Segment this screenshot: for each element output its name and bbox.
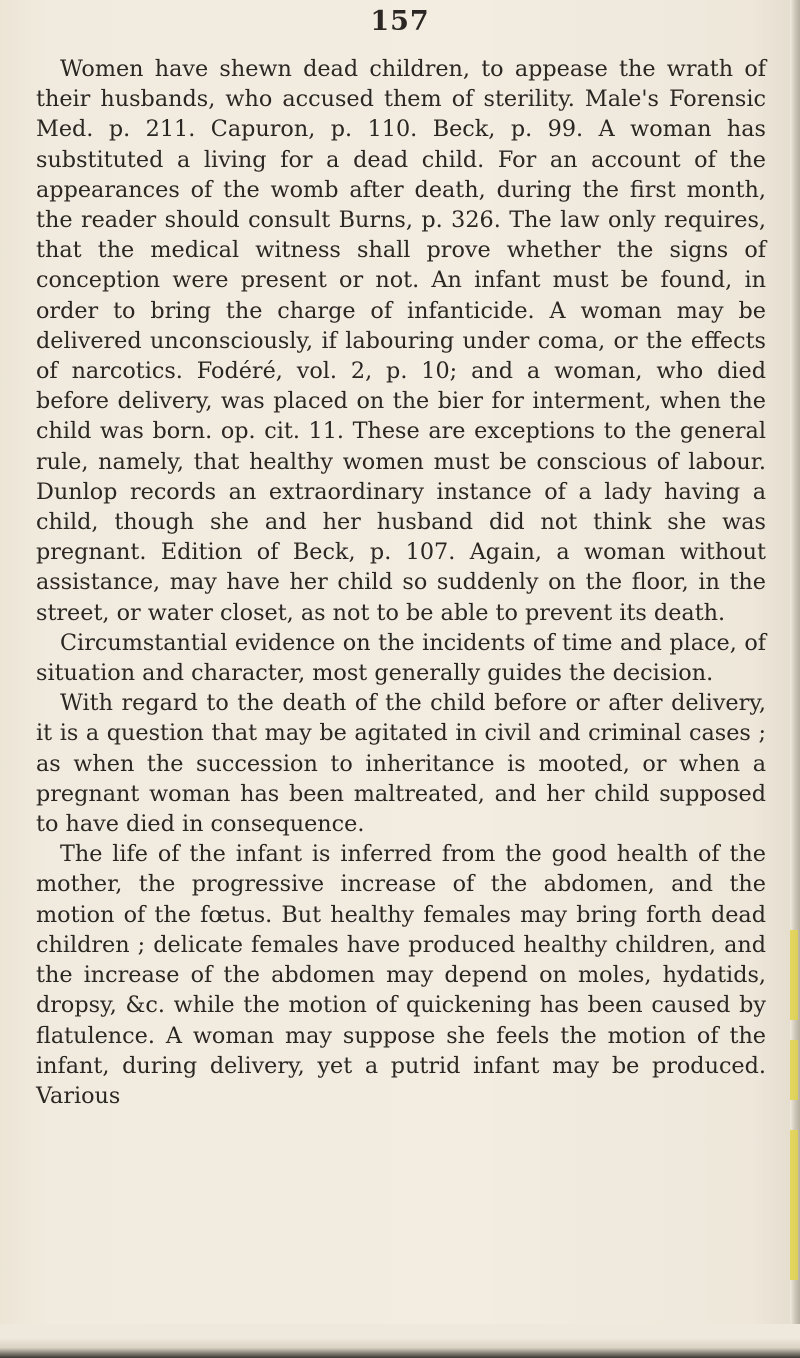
paragraph-3: With regard to the death of the child before or after delivery, it is a question that may be agitated in civil and criminal cases ; as when the succession to inheritance is mooted, or when a pregnant woman has been maltreated, and her child supposed to have died in consequence. xyxy=(36,690,766,838)
edge-highlight xyxy=(790,930,798,1020)
page-number: 157 xyxy=(370,6,430,37)
paragraph-4: The life of the infant is inferred from the good health of the mother, the progressive increase of the abdomen, and the motion of the fœtus. But healthy females may bring forth dead children ; delicate females have produced healthy children, and the increase of the abdomen may depend on moles, hydatids, dropsy, &c. while the motion of quickening has been caused by flatulence. A woman may suppose she feels the motion of the infant, during delivery, yet a putrid infant may be produced. Various xyxy=(36,841,766,1109)
body-text xyxy=(36,54,766,1111)
edge-highlight xyxy=(790,1040,798,1100)
paragraph-1: Women have shewn dead children, to appease the wrath of their husbands, who accused them of sterility. Male's Forensic Med. p. 211. Capuron, p. 110. Beck, p. 99. A woman has substituted a living for a dead child. For an account of the appearances of the womb after death, during the first month, the reader should consult Burns, p. 326. The law only requires, that the medical witness shall prove whether the signs of conception were present or not. An infant must be found, in order to bring the charge of infanticide. A woman may be delivered unconsciously, if labouring under coma, or the effects of narcotics. Fodéré, vol. 2, p. 10; and a woman, who died before delivery, was placed on the bier for interment, when the child was born. op. cit. 11. These are exceptions to the general rule, namely, that healthy women must be conscious of labour. Dunlop records an extraordinary instance of a lady having a child, though she and her husband did not think she was pregnant. Edition of Beck, p. 107. Again, a woman without assistance, may have her child so suddenly on the floor, in the street, or water closet, as not to be able to prevent its death. xyxy=(36,56,766,626)
edge-highlight xyxy=(790,1130,798,1280)
paragraph-2: Circumstantial evidence on the incidents of time and place, of situation and character, most generally guides the decision. xyxy=(36,629,766,687)
page-bottom-edge xyxy=(0,1324,800,1358)
page-right-edge xyxy=(790,0,800,1358)
